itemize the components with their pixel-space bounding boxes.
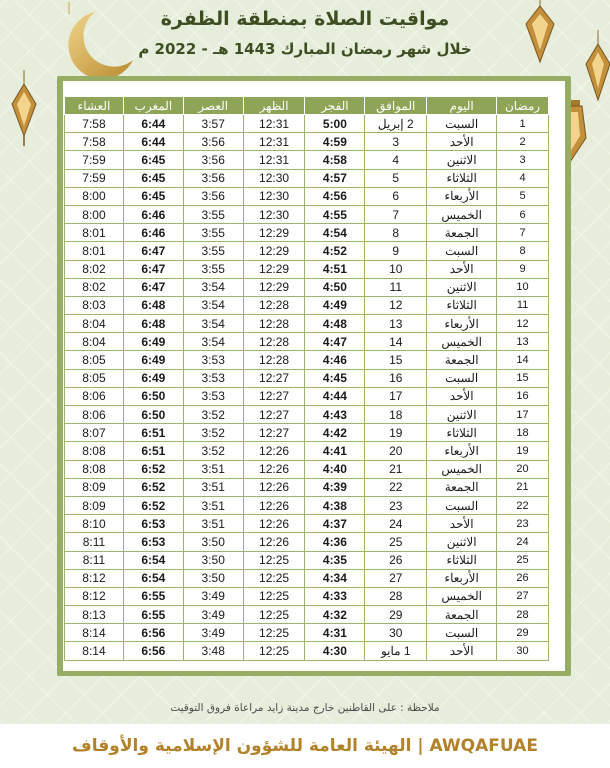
cell-fajr: 4:36 [305,533,365,551]
table-row [65,224,549,242]
page-subtitle: خلال شهر رمضان المبارك 1443 هـ - 2022 م [138,40,472,58]
cell-fajr: 4:32 [305,606,365,624]
cell-asr: 3:48 [183,642,243,660]
cell-isha: 8:07 [65,424,124,442]
cell-dhuhr: 12:26 [243,515,305,533]
cell-asr: 3:49 [183,624,243,642]
cell-ramadan: 17 [497,406,549,424]
cell-day: الثلاثاء [427,169,497,187]
cell-maghrib: 6:46 [123,224,183,242]
table-row [65,187,549,205]
cell-day: الجمعة [427,606,497,624]
table-row [65,406,549,424]
cell-date: 22 [365,478,427,496]
table-row [65,387,549,405]
cell-isha: 8:06 [65,406,124,424]
cell-dhuhr: 12:25 [243,587,305,605]
cell-fajr: 4:44 [305,387,365,405]
cell-isha: 8:08 [65,442,124,460]
cell-ramadan: 1 [497,115,549,133]
cell-ramadan: 25 [497,551,549,569]
table-row [65,278,549,296]
cell-maghrib: 6:48 [123,296,183,314]
table-row [65,515,549,533]
cell-day: الخميس [427,587,497,605]
cell-isha: 7:59 [65,151,124,169]
cell-isha: 8:05 [65,369,124,387]
cell-ramadan: 11 [497,296,549,314]
cell-asr: 3:56 [183,169,243,187]
cell-asr: 3:50 [183,569,243,587]
cell-fajr: 4:39 [305,478,365,496]
header-maghrib: المغرب [123,97,183,115]
cell-ramadan: 8 [497,242,549,260]
cell-isha: 7:58 [65,115,124,133]
cell-maghrib: 6:53 [123,515,183,533]
cell-day: الجمعة [427,224,497,242]
page-title: مواقيت الصلاة بمنطقة الظفرة [160,8,450,30]
cell-maghrib: 6:45 [123,151,183,169]
cell-day: الاثنين [427,151,497,169]
cell-day: الاثنين [427,406,497,424]
cell-isha: 8:14 [65,624,124,642]
cell-isha: 8:06 [65,387,124,405]
cell-dhuhr: 12:25 [243,624,305,642]
table-row [65,624,549,642]
cell-maghrib: 6:56 [123,642,183,660]
cell-ramadan: 28 [497,606,549,624]
table-row [65,442,549,460]
cell-date: 16 [365,369,427,387]
cell-maghrib: 6:55 [123,587,183,605]
cell-ramadan: 21 [497,478,549,496]
cell-ramadan: 19 [497,442,549,460]
cell-date: 4 [365,151,427,169]
cell-day: الخميس [427,205,497,223]
cell-maghrib: 6:46 [123,205,183,223]
cell-fajr: 4:40 [305,460,365,478]
cell-ramadan: 18 [497,424,549,442]
cell-ramadan: 29 [497,624,549,642]
cell-fajr: 4:41 [305,442,365,460]
cell-fajr: 5:00 [305,115,365,133]
cell-isha: 8:00 [65,205,124,223]
cell-date: 23 [365,496,427,514]
table-row [65,587,549,605]
cell-isha: 8:12 [65,587,124,605]
prayer-times-table [64,96,549,661]
cell-dhuhr: 12:26 [243,496,305,514]
cell-fajr: 4:42 [305,424,365,442]
table-row [65,296,549,314]
cell-date: 29 [365,606,427,624]
cell-day: السبت [427,624,497,642]
cell-asr: 3:56 [183,133,243,151]
cell-day: الثلاثاء [427,424,497,442]
cell-fajr: 4:58 [305,151,365,169]
table-row [65,151,549,169]
cell-maghrib: 6:50 [123,406,183,424]
cell-isha: 8:03 [65,296,124,314]
table-row [65,315,549,333]
cell-maghrib: 6:44 [123,133,183,151]
cell-dhuhr: 12:28 [243,351,305,369]
cell-dhuhr: 12:31 [243,151,305,169]
cell-asr: 3:56 [183,151,243,169]
cell-asr: 3:52 [183,424,243,442]
cell-day: الأحد [427,133,497,151]
cell-dhuhr: 12:26 [243,460,305,478]
cell-dhuhr: 12:28 [243,296,305,314]
table-row [65,260,549,278]
cell-dhuhr: 12:27 [243,406,305,424]
cell-asr: 3:54 [183,333,243,351]
cell-fajr: 4:55 [305,205,365,223]
cell-dhuhr: 12:28 [243,315,305,333]
cell-date: 9 [365,242,427,260]
cell-asr: 3:50 [183,551,243,569]
cell-asr: 3:51 [183,496,243,514]
cell-date: 24 [365,515,427,533]
cell-isha: 8:00 [65,187,124,205]
cell-asr: 3:49 [183,587,243,605]
cell-fajr: 4:31 [305,624,365,642]
cell-dhuhr: 12:25 [243,551,305,569]
cell-dhuhr: 12:29 [243,278,305,296]
cell-ramadan: 26 [497,569,549,587]
cell-dhuhr: 12:31 [243,115,305,133]
cell-date: 6 [365,187,427,205]
cell-dhuhr: 12:25 [243,606,305,624]
cell-maghrib: 6:52 [123,460,183,478]
cell-date: 26 [365,551,427,569]
cell-date: 27 [365,569,427,587]
cell-fajr: 4:46 [305,351,365,369]
cell-maghrib: 6:51 [123,424,183,442]
cell-dhuhr: 12:31 [243,133,305,151]
cell-asr: 3:55 [183,260,243,278]
header-date: الموافق [365,97,427,115]
cell-maghrib: 6:53 [123,533,183,551]
cell-fajr: 4:59 [305,133,365,151]
cell-day: الاثنين [427,278,497,296]
header-isha: العشاء [65,97,124,115]
cell-day: السبت [427,115,497,133]
cell-fajr: 4:30 [305,642,365,660]
cell-day: الاثنين [427,533,497,551]
cell-day: السبت [427,242,497,260]
cell-maghrib: 6:49 [123,333,183,351]
cell-asr: 3:56 [183,187,243,205]
cell-asr: 3:51 [183,478,243,496]
cell-isha: 8:11 [65,533,124,551]
cell-dhuhr: 12:25 [243,642,305,660]
cell-isha: 8:04 [65,333,124,351]
cell-fajr: 4:48 [305,315,365,333]
cell-asr: 3:53 [183,387,243,405]
cell-ramadan: 4 [497,169,549,187]
cell-fajr: 4:35 [305,551,365,569]
cell-ramadan: 9 [497,260,549,278]
header-day: اليوم [427,97,497,115]
cell-isha: 8:02 [65,278,124,296]
cell-dhuhr: 12:29 [243,242,305,260]
cell-asr: 3:50 [183,533,243,551]
cell-fajr: 4:47 [305,333,365,351]
header-ramadan: رمضان [497,97,549,115]
cell-date: 14 [365,333,427,351]
cell-dhuhr: 12:28 [243,333,305,351]
cell-date: 15 [365,351,427,369]
cell-day: الثلاثاء [427,296,497,314]
cell-maghrib: 6:47 [123,278,183,296]
cell-day: الخميس [427,333,497,351]
table-row [65,496,549,514]
cell-date: 19 [365,424,427,442]
cell-fajr: 4:38 [305,496,365,514]
cell-date: 1 مايو [365,642,427,660]
cell-isha: 8:05 [65,351,124,369]
table-row [65,424,549,442]
cell-asr: 3:54 [183,296,243,314]
cell-dhuhr: 12:27 [243,424,305,442]
cell-date: 7 [365,205,427,223]
cell-asr: 3:52 [183,406,243,424]
cell-date: 17 [365,387,427,405]
cell-maghrib: 6:45 [123,169,183,187]
cell-ramadan: 20 [497,460,549,478]
cell-date: 13 [365,315,427,333]
cell-date: 28 [365,587,427,605]
cell-fajr: 4:51 [305,260,365,278]
cell-maghrib: 6:49 [123,351,183,369]
cell-fajr: 4:52 [305,242,365,260]
table-row [65,551,549,569]
cell-asr: 3:55 [183,242,243,260]
cell-day: الأحد [427,515,497,533]
cell-dhuhr: 12:27 [243,387,305,405]
cell-ramadan: 3 [497,151,549,169]
table-row [65,133,549,151]
cell-dhuhr: 12:30 [243,187,305,205]
cell-date: 10 [365,260,427,278]
cell-maghrib: 6:54 [123,551,183,569]
cell-maghrib: 6:52 [123,496,183,514]
cell-asr: 3:54 [183,278,243,296]
cell-isha: 8:12 [65,569,124,587]
cell-day: الجمعة [427,351,497,369]
cell-fajr: 4:54 [305,224,365,242]
cell-isha: 8:01 [65,224,124,242]
cell-fajr: 4:34 [305,569,365,587]
cell-ramadan: 2 [497,133,549,151]
cell-dhuhr: 12:26 [243,478,305,496]
cell-asr: 3:55 [183,205,243,223]
cell-date: 12 [365,296,427,314]
cell-fajr: 4:49 [305,296,365,314]
cell-ramadan: 5 [497,187,549,205]
cell-ramadan: 14 [497,351,549,369]
table-row [65,569,549,587]
table-row [65,242,549,260]
cell-ramadan: 15 [497,369,549,387]
cell-ramadan: 12 [497,315,549,333]
cell-fajr: 4:43 [305,406,365,424]
cell-ramadan: 24 [497,533,549,551]
cell-day: الأحد [427,642,497,660]
cell-dhuhr: 12:29 [243,224,305,242]
cell-date: 3 [365,133,427,151]
cell-isha: 8:08 [65,460,124,478]
cell-maghrib: 6:47 [123,260,183,278]
lantern-icon [4,70,44,150]
table-row [65,478,549,496]
table-row [65,460,549,478]
table-row [65,606,549,624]
cell-asr: 3:54 [183,315,243,333]
header-dhuhr: الظهر [243,97,305,115]
cell-day: الأربعاء [427,442,497,460]
cell-dhuhr: 12:26 [243,442,305,460]
cell-maghrib: 6:48 [123,315,183,333]
cell-maghrib: 6:44 [123,115,183,133]
cell-date: 25 [365,533,427,551]
table-row [65,351,549,369]
cell-day: الخميس [427,460,497,478]
table-row [65,642,549,660]
cell-maghrib: 6:45 [123,187,183,205]
cell-day: الأربعاء [427,315,497,333]
cell-day: الأربعاء [427,569,497,587]
table-row [65,169,549,187]
cell-date: 20 [365,442,427,460]
cell-ramadan: 23 [497,515,549,533]
cell-isha: 8:13 [65,606,124,624]
cell-fajr: 4:56 [305,187,365,205]
cell-isha: 8:11 [65,551,124,569]
cell-dhuhr: 12:25 [243,569,305,587]
cell-dhuhr: 12:29 [243,260,305,278]
cell-maghrib: 6:52 [123,478,183,496]
cell-fajr: 4:33 [305,587,365,605]
cell-asr: 3:52 [183,442,243,460]
cell-asr: 3:51 [183,460,243,478]
cell-isha: 8:01 [65,242,124,260]
cell-fajr: 4:37 [305,515,365,533]
table-row [65,115,549,133]
table-row [65,369,549,387]
cell-day: الثلاثاء [427,551,497,569]
table-header-row [65,97,549,115]
header-asr: العصر [183,97,243,115]
cell-day: الأربعاء [427,187,497,205]
cell-isha: 7:58 [65,133,124,151]
cell-isha: 8:14 [65,642,124,660]
cell-ramadan: 7 [497,224,549,242]
cell-day: الجمعة [427,478,497,496]
cell-ramadan: 13 [497,333,549,351]
cell-isha: 7:59 [65,169,124,187]
cell-asr: 3:55 [183,224,243,242]
cell-date: 8 [365,224,427,242]
table-row [65,333,549,351]
cell-dhuhr: 12:30 [243,169,305,187]
cell-ramadan: 10 [497,278,549,296]
cell-maghrib: 6:50 [123,387,183,405]
cell-maghrib: 6:47 [123,242,183,260]
cell-asr: 3:51 [183,515,243,533]
cell-isha: 8:09 [65,496,124,514]
ramadan-column-strip [549,96,563,668]
cell-date: 5 [365,169,427,187]
table-row [65,533,549,551]
cell-fajr: 4:50 [305,278,365,296]
cell-date: 2 إبريل [365,115,427,133]
cell-dhuhr: 12:30 [243,205,305,223]
cell-date: 21 [365,460,427,478]
cell-ramadan: 22 [497,496,549,514]
cell-isha: 8:09 [65,478,124,496]
cell-asr: 3:53 [183,351,243,369]
cell-ramadan: 6 [497,205,549,223]
table-row [65,205,549,223]
cell-day: السبت [427,369,497,387]
cell-dhuhr: 12:27 [243,369,305,387]
cell-maghrib: 6:55 [123,606,183,624]
header-fajr: الفجر [305,97,365,115]
cell-date: 18 [365,406,427,424]
cell-fajr: 4:57 [305,169,365,187]
cell-day: الأحد [427,387,497,405]
cell-date: 30 [365,624,427,642]
cell-maghrib: 6:49 [123,369,183,387]
cell-ramadan: 27 [497,587,549,605]
cell-ramadan: 30 [497,642,549,660]
cell-isha: 8:10 [65,515,124,533]
cell-maghrib: 6:54 [123,569,183,587]
note-text: ملاحظة : على القاطنين خارج مدينة زايد مراعاة فروق التوقيت [170,702,440,714]
cell-asr: 3:57 [183,115,243,133]
cell-day: السبت [427,496,497,514]
cell-maghrib: 6:51 [123,442,183,460]
cell-isha: 8:04 [65,315,124,333]
cell-maghrib: 6:56 [123,624,183,642]
cell-ramadan: 16 [497,387,549,405]
cell-asr: 3:53 [183,369,243,387]
cell-day: الأحد [427,260,497,278]
footer-text: الهيئة العامة للشؤون الإسلامية والأوقاف | AWQAFUAE [72,736,538,756]
cell-date: 11 [365,278,427,296]
cell-dhuhr: 12:26 [243,533,305,551]
cell-asr: 3:49 [183,606,243,624]
cell-isha: 8:02 [65,260,124,278]
cell-fajr: 4:45 [305,369,365,387]
